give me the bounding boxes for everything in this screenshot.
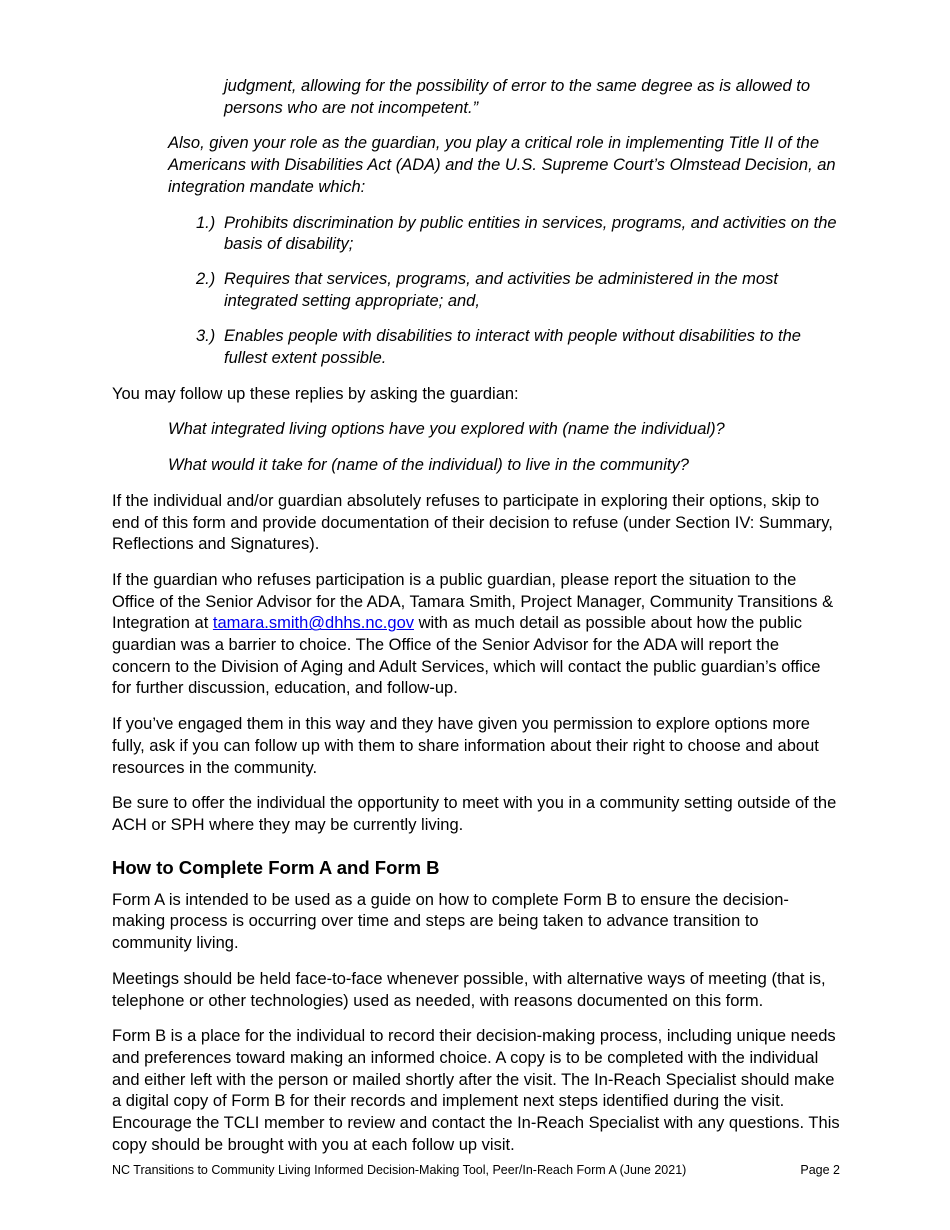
footer-document-title: NC Transitions to Community Living Informed Decision-Making Tool, Peer/In-Reach Form A (June 2021)	[112, 1163, 687, 1177]
list-number: 2.)	[196, 270, 216, 289]
document-page	[112, 76, 842, 1170]
list-number: 3.)	[196, 327, 216, 346]
list-item	[196, 269, 842, 312]
guardian-question-2: What would it take for (name of the individual) to live in the community?	[168, 456, 689, 475]
form-b-paragraph: Form B is a place for the individual to record their decision-making process, including unique needs and preferences toward making an informed choice. A copy is to be completed with the individual and either left with the person or mailed shortly after the visit. The In-Reach Specialist should make a digital copy of Form B for their records and implement next steps identified during the visit. Encourage the TCLI member to review and contact the In-Reach Specialist with any questions. This copy should be brought with you at each follow up visit.	[112, 1027, 840, 1154]
list-text: Requires that services, programs, and activities be administered in the most integrated setting appropriate; and,	[224, 270, 778, 311]
list-text: Enables people with disabilities to interact with people without disabilities to the fullest extent possible.	[224, 327, 801, 368]
footer-page-number: Page 2	[800, 1163, 840, 1177]
guardian-question-1: What integrated living options have you explored with (name the individual)?	[168, 420, 725, 439]
meetings-paragraph: Meetings should be held face-to-face whenever possible, with alternative ways of meeting (that is, telephone or other technologies) used as needed, with reasons documented on this form.	[112, 969, 826, 1010]
public-guardian-paragraph	[112, 570, 842, 700]
engaged-paragraph: If you’ve engaged them in this way and they have given you permission to explore options more fully, ask if you can follow up with them to share information about their right to choose and about resources in the community.	[112, 715, 819, 777]
public-guardian-text-before: If the guardian who refuses participation is a public guardian, please report the situation to the Office of the Senior Advisor for the ADA, Tamara Smith, Project Manager, Community Transitions & Integration at	[112, 570, 834, 633]
list-number: 1.)	[196, 213, 216, 232]
page-footer	[112, 1162, 840, 1178]
list-item	[196, 213, 842, 256]
section-heading: How to Complete Form A and Form B	[112, 856, 440, 878]
email-link[interactable]: tamara.smith@dhhs.nc.gov	[212, 614, 414, 633]
follow-up-intro: You may follow up these replies by asking the guardian:	[112, 384, 519, 403]
form-a-paragraph: Form A is intended to be used as a guide on how to complete Form B to ensure the decision-making process is occurring over time and steps are being taken to advance transition to community living.	[112, 890, 789, 953]
ada-mandate-list	[112, 213, 842, 370]
public-guardian-text-after: with as much detail as possible about how the public guardian was a barrier to choice. The Office of the Senior Advisor for the ADA will report the concern to the Division of Aging and Adult Services, which will contact the public guardian’s office for further discussion, education, and follow-up.	[112, 614, 821, 698]
ada-intro-paragraph: Also, given your role as the guardian, you play a critical role in implementing Title II of the Americans with Disabilities Act (ADA) and the U.S. Supreme Court’s Olmstead Decision, an integration mandate which:	[168, 134, 836, 196]
list-text: Prohibits discrimination by public entities in services, programs, and activities on the basis of disability;	[224, 213, 837, 254]
quote-continuation: judgment, allowing for the possibility of error to the same degree as is allowed to persons who are not incompetent.”	[224, 77, 811, 117]
offer-paragraph: Be sure to offer the individual the opportunity to meet with you in a community setting outside of the ACH or SPH where they may be currently living.	[112, 794, 837, 834]
list-item	[196, 326, 842, 369]
refusal-paragraph: If the individual and/or guardian absolutely refuses to participate in exploring their options, skip to end of this form and provide documentation of their decision to refuse (under Section IV: Summary, Reflections and Signatures).	[112, 491, 833, 554]
